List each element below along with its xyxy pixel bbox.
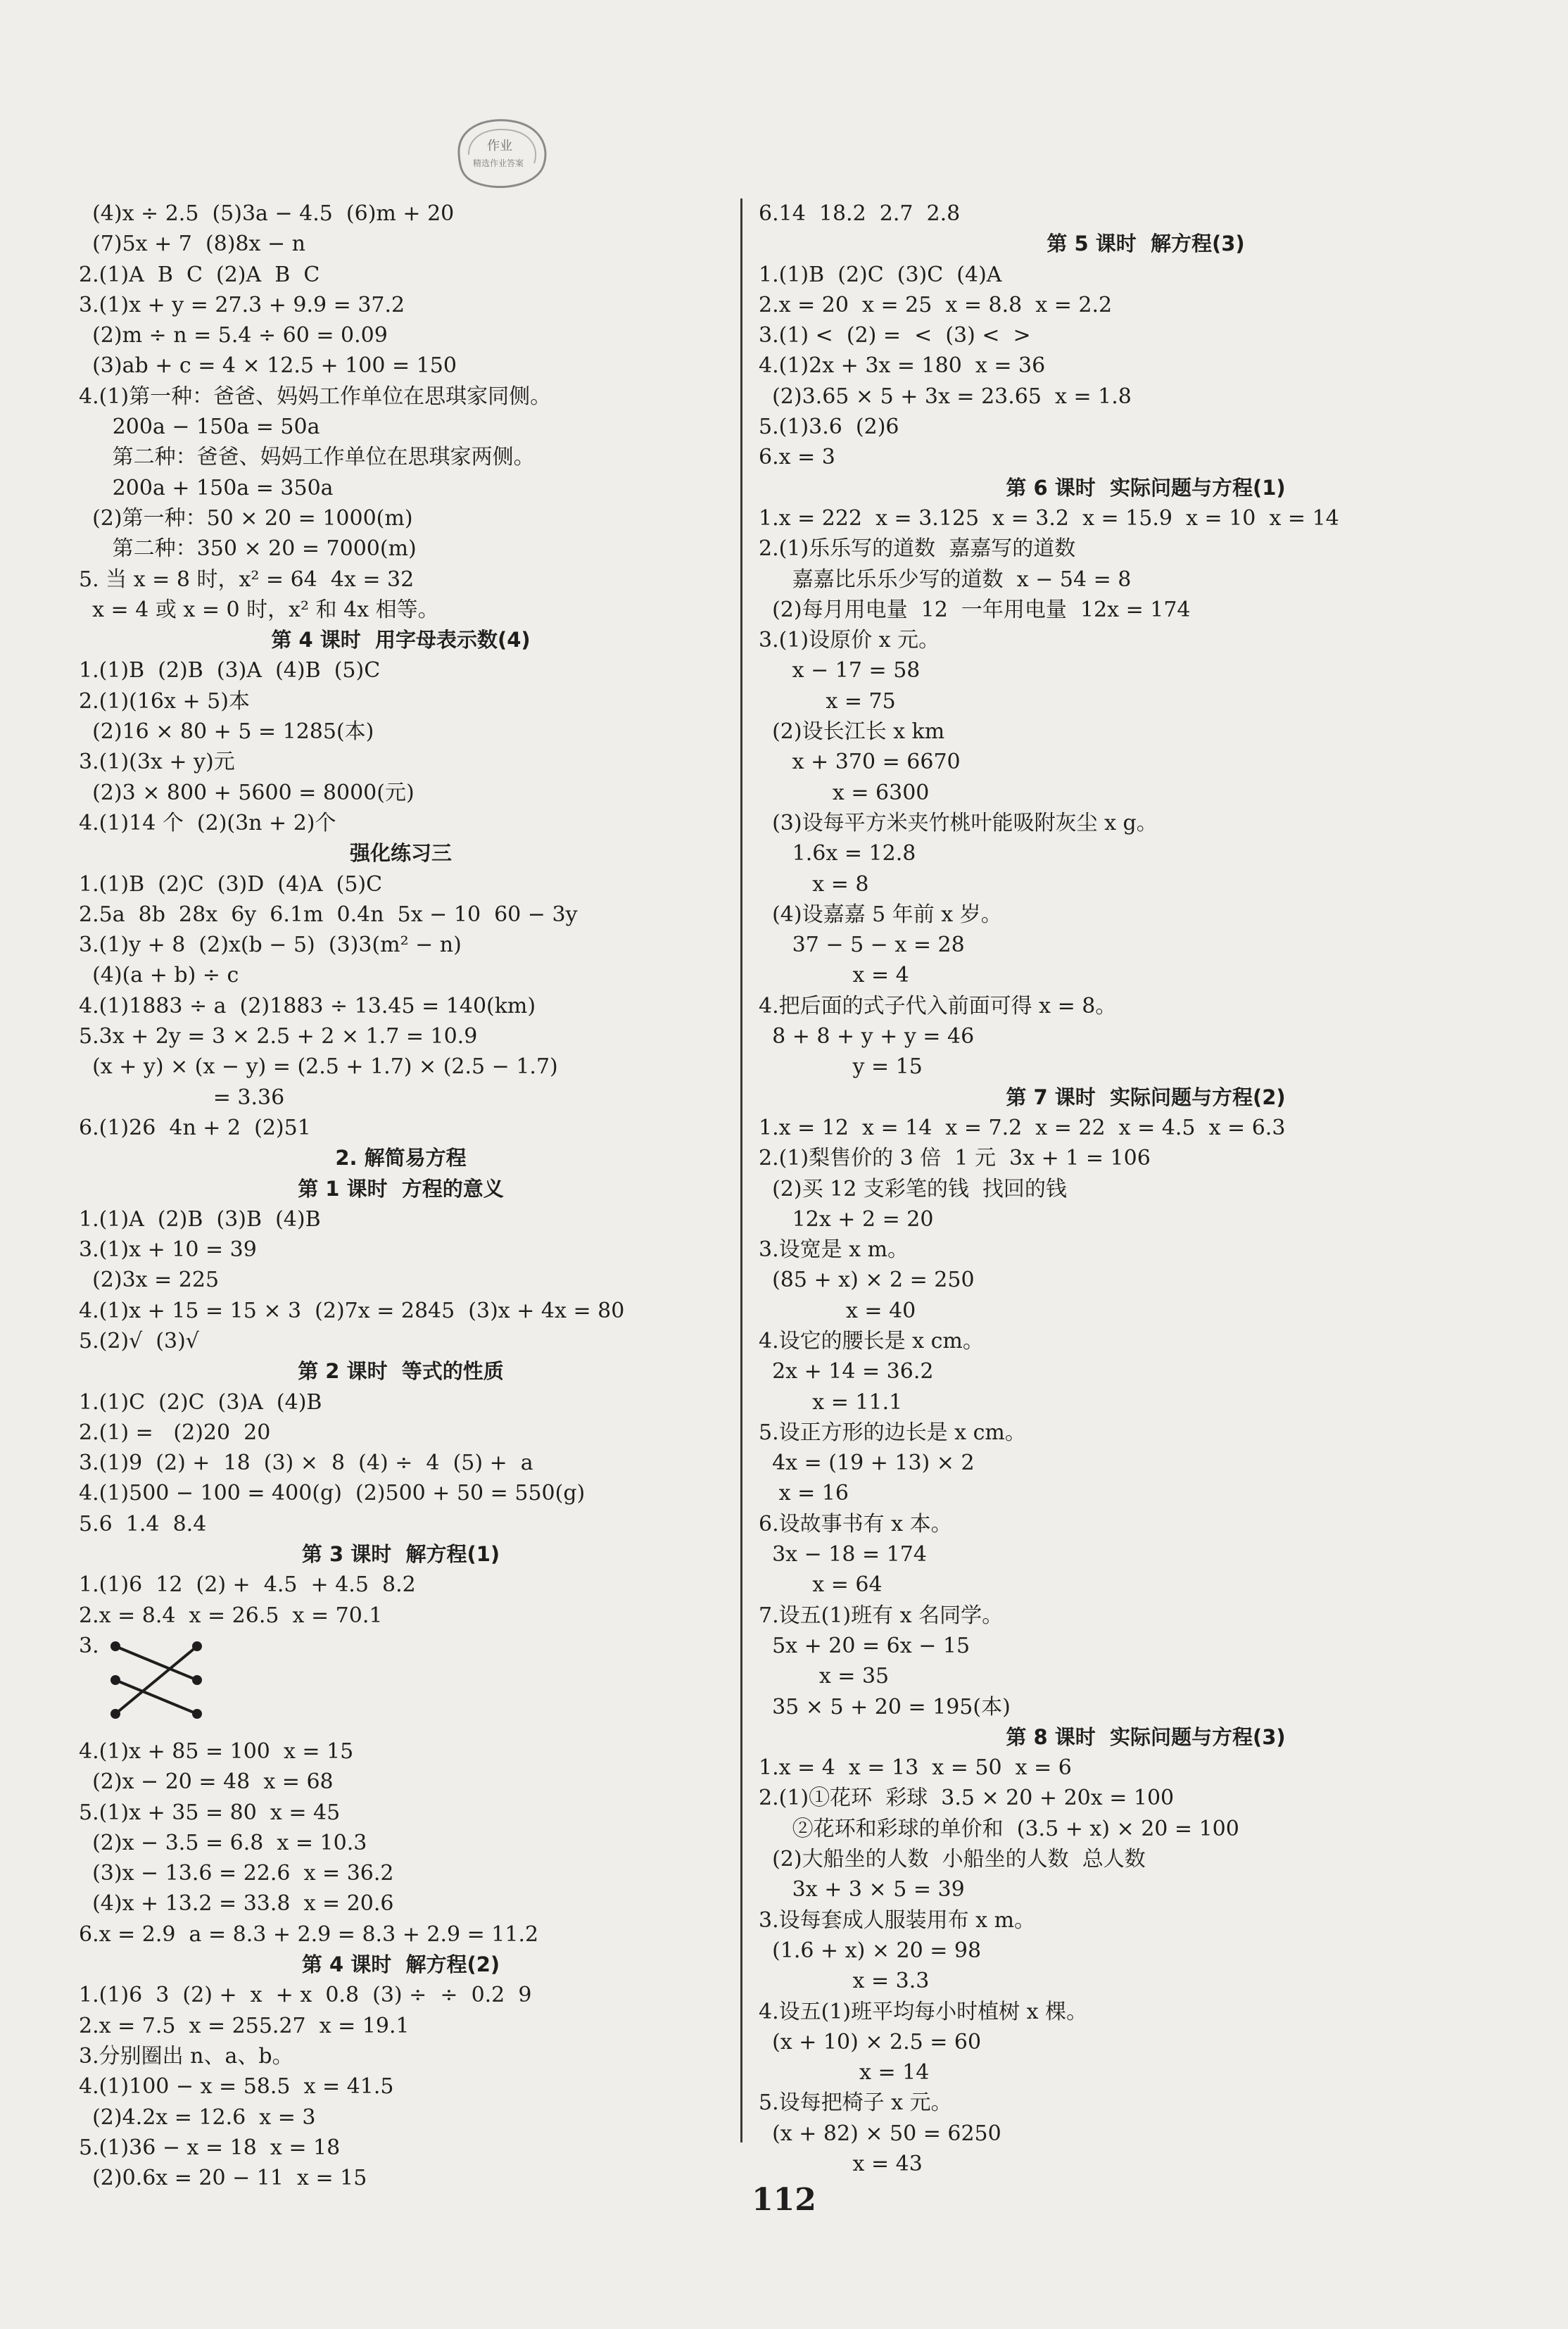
answer-line: x = 4 或 x = 0 时，x² 和 4x 相等。 (79, 597, 439, 622)
answer-line: (2)16 × 80 + 5 = 1285(本) (79, 719, 374, 745)
answer-line: x + 370 = 6670 (759, 750, 961, 775)
answer-line: 6.(1)26 4n + 2 (2)51 (79, 1115, 311, 1140)
seal-stamp-icon (445, 111, 557, 196)
answer-line: = 3.36 (79, 1085, 285, 1110)
answer-line: 4.设它的腰长是 x cm。 (759, 1328, 984, 1353)
answer-line: 2.x = 7.5 x = 255.27 x = 19.1 (79, 2013, 410, 2038)
answer-line: 37 − 5 − x = 28 (759, 933, 965, 958)
answer-line: 5.(1)3.6 (2)6 (759, 415, 899, 440)
answer-line: y = 15 (759, 1054, 923, 1080)
answer-line: (3)x − 13.6 = 22.6 x = 36.2 (79, 1861, 394, 1886)
answer-line: 4x = (19 + 13) × 2 (759, 1451, 975, 1476)
answer-line: 1.x = 12 x = 14 x = 7.2 x = 22 x = 4.5 x = 6.3 (759, 1115, 1286, 1140)
answer-line: 5.设正方形的边长是 x cm。 (759, 1420, 1026, 1445)
answer-line: (x + y) × (x − y) = (2.5 + 1.7) × (2.5 − 1.7) (79, 1054, 558, 1080)
answer-line: 4.把后面的式子代入前面可得 x = 8。 (759, 993, 1117, 1018)
answer-line: 3.(1)设原价 x 元。 (759, 628, 940, 653)
matching-diagram-answer (79, 1631, 723, 1736)
answer-line: 5.(2)√ (3)√ (79, 1328, 199, 1353)
answer-line: 6.x = 3 (759, 445, 835, 470)
section-heading: 强化练习三 (349, 841, 452, 866)
answer-line: 2.(1)乐乐写的道数 嘉嘉写的道数 (759, 536, 1076, 562)
answer-line: 4.(1)500 − 100 = 400(g) (2)500 + 50 = 550(g) (79, 1481, 586, 1506)
answer-line: (4)(a + b) ÷ c (79, 963, 239, 988)
answer-line: 1.(1)B (2)B (3)A (4)B (5)C (79, 658, 381, 683)
answer-line: 2.(1) = (2)20 20 (79, 1420, 271, 1445)
answer-line: 1.x = 222 x = 3.125 x = 3.2 x = 15.9 x = 10 x = 14 (759, 505, 1339, 531)
answer-line: ②花环和彩球的单价和 (3.5 + x) × 20 = 100 (759, 1816, 1239, 1841)
answer-line: 1.(1)C (2)C (3)A (4)B (79, 1389, 322, 1415)
answer-line: 2.5a 8b 28x 6y 6.1m 0.4n 5x − 10 60 − 3y (79, 902, 578, 927)
answer-line: x = 14 (759, 2060, 930, 2085)
answer-line: 5x + 20 = 6x − 15 (759, 1633, 970, 1658)
answer-number: 3. (79, 1633, 99, 1658)
answer-line: 嘉嘉比乐乐少写的道数 x − 54 = 8 (759, 567, 1132, 592)
answer-line: 2.(1)(16x + 5)本 (79, 688, 250, 714)
answer-line: 第二种：爸爸、妈妈工作单位在思琪家两侧。 (79, 445, 535, 470)
answer-line: 1.(1)A (2)B (3)B (4)B (79, 1206, 321, 1232)
answer-line: 1.6x = 12.8 (759, 841, 916, 866)
answer-line: 5.6 1.4 8.4 (79, 1511, 207, 1536)
answer-line: 3.(1)(3x + y)元 (79, 750, 235, 775)
answer-line: x = 64 (759, 1572, 883, 1598)
answer-line: (3)ab + c = 4 × 12.5 + 100 = 150 (79, 353, 457, 379)
answer-line: 2.(1)梨售价的 3 倍 1 元 3x + 1 = 106 (759, 1146, 1151, 1171)
section-heading: 第 2 课时 等式的性质 (298, 1359, 504, 1384)
match-line (115, 1646, 197, 1680)
answer-line: x = 11.1 (759, 1389, 903, 1415)
match-line (115, 1680, 197, 1714)
answer-line: (4)x + 13.2 = 33.8 x = 20.6 (79, 1891, 394, 1917)
answer-line: x = 35 (759, 1664, 890, 1689)
answer-line: 2x + 14 = 36.2 (759, 1359, 934, 1384)
answer-line: 200a + 150a = 350a (79, 475, 334, 500)
answer-line: 8 + 8 + y + y = 46 (759, 1024, 975, 1049)
answer-line: (4)设嘉嘉 5 年前 x 岁。 (759, 902, 1002, 927)
answer-line: (2)4.2x = 12.6 x = 3 (79, 2104, 316, 2130)
answer-line: 6.设故事书有 x 本。 (759, 1511, 952, 1536)
left-answer-column (79, 198, 723, 2193)
answer-line: 4.(1)x + 15 = 15 × 3 (2)7x = 2845 (3)x + 4x = 80 (79, 1298, 625, 1323)
answer-line: 4.(1)100 − x = 58.5 x = 41.5 (79, 2074, 394, 2100)
answer-line: 3.(1)y + 8 (2)x(b − 5) (3)3(m² − n) (79, 933, 462, 958)
answer-line: 5. 当 x = 8 时，x² = 64 4x = 32 (79, 567, 415, 592)
answer-line: 4.(1)2x + 3x = 180 x = 36 (759, 353, 1046, 379)
section-heading: 第 5 课时 解方程(3) (1047, 232, 1245, 256)
answer-line: x = 8 (759, 871, 869, 897)
answer-line: 2.(1)A B C (2)A B C (79, 262, 320, 287)
answer-line: (2)买 12 支彩笔的钱 找回的钱 (759, 1176, 1067, 1201)
answer-line: 1.(1)B (2)C (3)C (4)A (759, 262, 1002, 287)
answer-line: 35 × 5 + 20 = 195(本) (759, 1694, 1011, 1719)
answer-line: 4.(1)1883 ÷ a (2)1883 ÷ 13.45 = 140(km) (79, 993, 536, 1018)
answer-line: x = 4 (759, 963, 909, 988)
answer-line: 4.(1)第一种：爸爸、妈妈工作单位在思琪家同侧。 (79, 384, 552, 409)
answer-line: 4.(1)14 个 (2)(3n + 2)个 (79, 810, 336, 835)
answer-line: 6.x = 2.9 a = 8.3 + 2.9 = 8.3 + 2.9 = 11.2 (79, 1921, 539, 1947)
section-heading: 第 4 课时 用字母表示数(4) (271, 628, 531, 652)
answer-line: 1.(1)B (2)C (3)D (4)A (5)C (79, 871, 383, 897)
answer-line: x = 43 (759, 2152, 923, 2176)
answer-line: 12x + 2 = 20 (759, 1206, 934, 1232)
answer-line: (85 + x) × 2 = 250 (759, 1268, 975, 1293)
seal-text-2: 精选作业答案 (473, 158, 524, 168)
answer-line: 4.(1)x + 85 = 100 x = 15 (79, 1738, 354, 1764)
answer-line: (2)每月用电量 12 一年用电量 12x = 174 (759, 597, 1191, 622)
section-heading: 第 7 课时 实际问题与方程(2) (1006, 1085, 1286, 1109)
answer-line: 5.(1)x + 35 = 80 x = 45 (79, 1800, 341, 1825)
answer-line: 6.14 18.2 2.7 2.8 (759, 201, 961, 226)
answer-line: (2)3.65 × 5 + 3x = 23.65 x = 1.8 (759, 384, 1132, 409)
answer-line: 3x + 3 × 5 = 39 (759, 1877, 965, 1902)
answer-line: x − 17 = 58 (759, 658, 921, 683)
answer-line: 5.3x + 2y = 3 × 2.5 + 2 × 1.7 = 10.9 (79, 1024, 478, 1049)
answer-line: (2)3x = 225 (79, 1268, 220, 1293)
match-line (115, 1646, 197, 1714)
answer-line: 4.设五(1)班平均每小时植树 x 棵。 (759, 1999, 1088, 2024)
answer-line: 5.设每把椅子 x 元。 (759, 2090, 952, 2116)
answer-line: (2)m ÷ n = 5.4 ÷ 60 = 0.09 (79, 323, 388, 348)
answer-line: 3.(1)x + y = 27.3 + 9.9 = 37.2 (79, 292, 405, 317)
seal-text-1: 作业 (487, 139, 512, 153)
answer-line: 3.设每套成人服装用布 x m。 (759, 1907, 1036, 1933)
answer-line: 1.(1)6 3 (2) + x + x 0.8 (3) ÷ ÷ 0.2 9 (79, 1983, 532, 2008)
answer-line: 3.(1)9 (2) + 18 (3) × 8 (4) ÷ 4 (5) + a (79, 1451, 533, 1476)
section-heading: 第 8 课时 实际问题与方程(3) (1006, 1724, 1286, 1749)
answer-line: (x + 10) × 2.5 = 60 (759, 2029, 982, 2055)
answer-line: 3.设宽是 x m。 (759, 1237, 909, 1263)
answer-line: (2)0.6x = 20 − 11 x = 15 (79, 2166, 367, 2191)
answer-line: (2)x − 3.5 = 6.8 x = 10.3 (79, 1830, 367, 1855)
answer-line: x = 3.3 (759, 1969, 930, 1994)
answer-line: (2)设长江长 x km (759, 719, 945, 745)
section-heading: 第 1 课时 方程的意义 (298, 1176, 504, 1201)
answer-line: 2.x = 8.4 x = 26.5 x = 70.1 (79, 1603, 383, 1628)
answer-line: 1.(1)6 12 (2) + 4.5 + 4.5 8.2 (79, 1572, 416, 1598)
section-heading: 第 6 课时 实际问题与方程(1) (1006, 475, 1286, 500)
section-heading: 第 3 课时 解方程(1) (301, 1542, 500, 1567)
answer-line: (x + 82) × 50 = 6250 (759, 2121, 1001, 2146)
answer-line: (2)大船坐的人数 小船坐的人数 总人数 (759, 1847, 1146, 1872)
answer-line: 3x − 18 = 174 (759, 1542, 927, 1567)
matching-lines-diagram (107, 1636, 206, 1735)
answer-line: 1.x = 4 x = 13 x = 50 x = 6 (759, 1755, 1072, 1781)
section-heading: 第 4 课时 解方程(2) (301, 1952, 500, 1977)
section-heading: 2. 解简易方程 (335, 1146, 467, 1170)
answer-line: 200a − 150a = 50a (79, 415, 320, 440)
answer-line: 第二种：350 × 20 = 7000(m) (79, 536, 417, 562)
answer-line: (2)x − 20 = 48 x = 68 (79, 1769, 334, 1795)
answer-line: 7.设五(1)班有 x 名同学。 (759, 1603, 1004, 1628)
answer-line: (7)5x + 7 (8)8x − n (79, 232, 305, 257)
answer-line: x = 40 (759, 1298, 916, 1323)
answer-line: (1.6 + x) × 20 = 98 (759, 1938, 982, 1963)
answer-line: (4)x ÷ 2.5 (5)3a − 4.5 (6)m + 20 (79, 201, 455, 226)
answer-line: 5.(1)36 − x = 18 x = 18 (79, 2135, 341, 2160)
answer-line: 2.x = 20 x = 25 x = 8.8 x = 2.2 (759, 292, 1113, 317)
page-number: 112 (752, 2182, 816, 2218)
answer-line: x = 6300 (759, 780, 930, 805)
column-divider (740, 198, 742, 2142)
answer-line: (2)第一种：50 × 20 = 1000(m) (79, 505, 413, 531)
answer-line: (2)3 × 800 + 5600 = 8000(元) (79, 780, 415, 805)
answer-line: 3.(1)x + 10 = 39 (79, 1237, 257, 1263)
answer-line: 3.(1) < (2) = < (3) < > (759, 323, 1031, 348)
answer-line: (3)设每平方米夹竹桃叶能吸附灰尘 x g。 (759, 810, 1158, 835)
answer-line: 3.分别圈出 n、a、b。 (79, 2043, 293, 2069)
answer-line: x = 75 (759, 688, 896, 714)
right-answer-column (759, 198, 1533, 2179)
answer-line: x = 16 (759, 1481, 849, 1506)
answer-line: 2.(1)①花环 彩球 3.5 × 20 + 20x = 100 (759, 1786, 1175, 1811)
